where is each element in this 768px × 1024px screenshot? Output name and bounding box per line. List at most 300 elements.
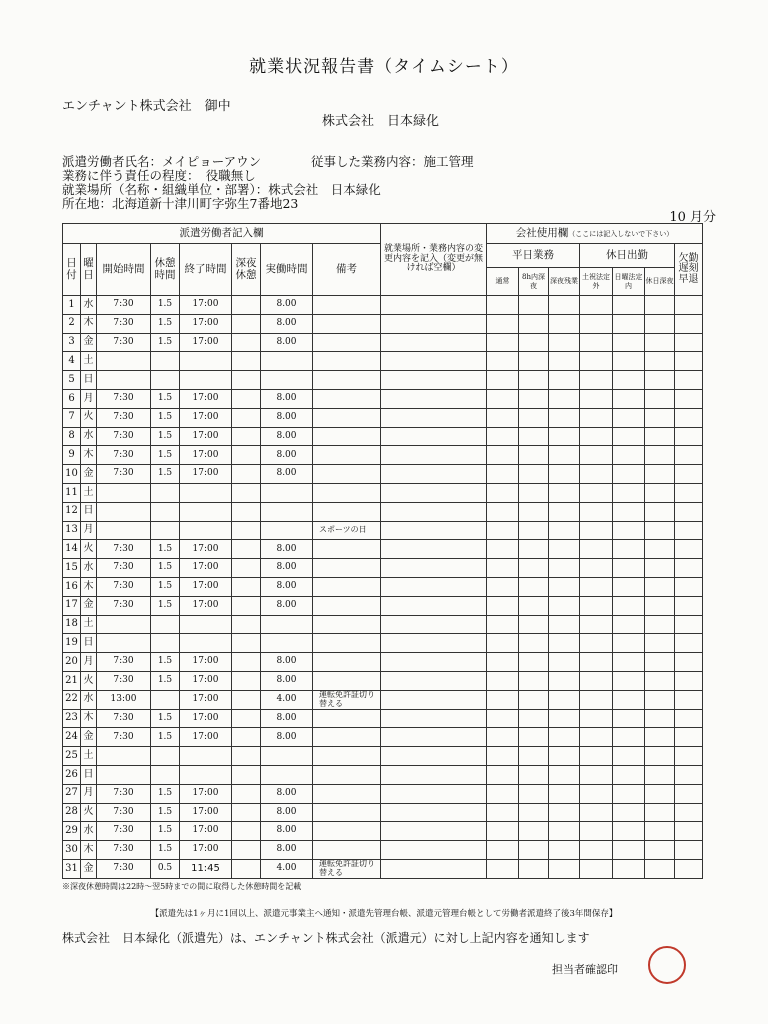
weekday-cell: 日 [81,371,97,390]
start-time-cell: 7:30 [97,333,151,352]
company-use-cell [675,296,703,315]
night-break-cell [232,577,261,596]
company-use-cell [487,446,519,465]
day-cell: 11 [63,483,81,502]
company-use-cell [675,577,703,596]
worker-entry-header: 派遣労働者記入欄 [63,224,381,244]
company-use-cell [549,653,580,672]
change-content-cell [381,502,487,521]
absence-header: 欠勤遅刻早退 [675,244,703,296]
weekday-header: 曜日 [81,244,97,296]
timesheet-row [63,784,703,803]
company-use-cell [519,521,549,540]
day-cell: 24 [63,728,81,747]
company-use-cell [675,634,703,653]
company-use-cell [613,465,645,484]
end-time-cell [180,765,232,784]
company-use-cell [519,502,549,521]
weekday-cell: 水 [81,427,97,446]
break-time-cell: 1.5 [151,784,180,803]
change-content-cell [381,296,487,315]
end-time-cell: 17:00 [180,709,232,728]
company-use-cell [580,859,613,878]
company-use-cell [549,803,580,822]
actual-hours-cell: 8.00 [261,540,313,559]
change-content-cell [381,634,487,653]
company-use-cell [519,634,549,653]
company-use-cell [487,408,519,427]
remarks-cell [313,784,381,803]
company-name: 株式会社 日本緑化 [322,114,440,129]
client-name: エンチャント株式会社 御中 [62,99,231,114]
company-use-cell [487,371,519,390]
night-break-cell [232,389,261,408]
remarks-cell [313,483,381,502]
company-use-cell [549,615,580,634]
night-break-cell [232,634,261,653]
company-use-cell [645,371,675,390]
company-use-cell [675,728,703,747]
start-time-cell [97,521,151,540]
weekday-cell: 月 [81,521,97,540]
company-use-cell [487,314,519,333]
company-use-cell [519,296,549,315]
night-break-cell [232,352,261,371]
change-content-header: 就業場所・業務内容の変更内容を記入（変更が無ければ空欄） [381,224,487,296]
report-month: 10 月分 [669,210,716,225]
company-use-cell [613,540,645,559]
night-break-footnote: ※深夜休憩時間は22時～翌5時までの間に取得した休憩時間を記載 [62,882,302,891]
timesheet-row [63,389,703,408]
day-cell: 22 [63,690,81,709]
timesheet-row [63,352,703,371]
start-time-cell: 7:30 [97,728,151,747]
timesheet-row [63,709,703,728]
night-break-cell [232,784,261,803]
company-use-cell [645,483,675,502]
sat-nonlegal-header: 土祝法定外 [580,268,613,296]
company-use-cell [580,314,613,333]
company-use-cell [519,559,549,578]
company-use-cell [613,859,645,878]
company-use-cell [645,296,675,315]
company-use-cell [675,446,703,465]
company-use-cell [645,690,675,709]
change-content-cell [381,709,487,728]
night-break-cell [232,559,261,578]
start-time-cell: 13:00 [97,690,151,709]
company-use-cell [645,634,675,653]
remarks-cell [313,747,381,766]
weekday-cell: 火 [81,408,97,427]
normal-header: 通常 [487,268,519,296]
change-content-cell [381,483,487,502]
start-time-cell: 7:30 [97,577,151,596]
retention-note: 【派遣先は1ヶ月に1回以上、派遣元事業主へ通知・派遣先管理台帳、派遣元管理台帳として労働者派遣終了後3年間保存】 [150,909,618,919]
actual-hours-cell: 8.00 [261,841,313,860]
company-use-cell [613,521,645,540]
company-use-cell [675,559,703,578]
break-time-cell: 1.5 [151,465,180,484]
day-cell: 17 [63,596,81,615]
actual-hours-cell [261,634,313,653]
company-use-cell [613,765,645,784]
company-use-cell [519,841,549,860]
company-use-cell [549,765,580,784]
company-use-cell [549,841,580,860]
company-use-cell [580,389,613,408]
company-use-cell [645,596,675,615]
timesheet-row [63,521,703,540]
company-use-cell [549,502,580,521]
start-time-cell: 7:30 [97,803,151,822]
actual-hours-cell [261,765,313,784]
company-use-cell [613,408,645,427]
company-use-cell [613,389,645,408]
company-use-cell [645,765,675,784]
company-use-cell [487,540,519,559]
company-use-cell [675,540,703,559]
night-break-cell [232,540,261,559]
actual-hours-cell: 8.00 [261,728,313,747]
company-use-cell [549,728,580,747]
actual-hours-cell: 8.00 [261,803,313,822]
end-time-cell: 17:00 [180,784,232,803]
change-content-cell [381,427,487,446]
end-time-cell [180,615,232,634]
company-use-cell [675,803,703,822]
company-use-cell [487,577,519,596]
weekday-cell: 金 [81,728,97,747]
sun-legal-header: 日曜法定内 [613,268,645,296]
break-time-cell [151,615,180,634]
company-use-cell [645,653,675,672]
workplace: 就業場所（名称・組織単位・部署）：株式会社 日本緑化 [62,182,381,197]
company-use-cell [645,389,675,408]
start-time-cell [97,747,151,766]
break-time-cell [151,502,180,521]
change-content-cell [381,446,487,465]
change-content-cell [381,747,487,766]
change-content-cell [381,559,487,578]
company-use-cell [645,408,675,427]
weekday-cell: 火 [81,671,97,690]
day-cell: 10 [63,465,81,484]
company-use-cell [519,615,549,634]
weekday-cell: 火 [81,803,97,822]
confirm-stamp-label: 担当者確認印 [552,963,618,976]
remarks-cell [313,841,381,860]
company-use-cell [675,841,703,860]
timesheet-row [63,671,703,690]
start-time-cell [97,502,151,521]
company-use-cell [675,371,703,390]
start-time-cell: 7:30 [97,389,151,408]
break-time-cell [151,483,180,502]
company-use-cell [549,690,580,709]
end-time-header: 終了時間 [180,244,232,296]
company-use-cell [580,803,613,822]
start-time-cell: 7:30 [97,709,151,728]
company-use-cell [613,483,645,502]
company-use-cell [675,352,703,371]
remarks-cell [313,408,381,427]
night-break-cell [232,408,261,427]
change-content-cell [381,352,487,371]
actual-hours-cell: 8.00 [261,671,313,690]
company-use-cell [645,615,675,634]
company-use-cell [549,671,580,690]
company-use-cell [519,540,549,559]
timesheet-row [63,314,703,333]
company-use-cell [580,615,613,634]
day-header: 日付 [63,244,81,296]
break-time-cell: 1.5 [151,296,180,315]
timesheet-row [63,634,703,653]
company-use-cell [645,333,675,352]
weekday-cell: 水 [81,822,97,841]
company-use-cell [645,446,675,465]
company-use-cell [580,653,613,672]
timesheet-row [63,615,703,634]
break-time-cell [151,352,180,371]
start-time-header: 開始時間 [97,244,151,296]
change-content-cell [381,408,487,427]
break-time-cell: 1.5 [151,671,180,690]
timesheet-body [63,296,703,879]
weekday-cell: 日 [81,765,97,784]
end-time-cell [180,502,232,521]
remarks-cell [313,389,381,408]
company-use-cell [549,747,580,766]
night-break-cell [232,427,261,446]
company-use-cell [519,408,549,427]
end-time-cell [180,521,232,540]
night-break-cell [232,765,261,784]
company-use-cell [519,483,549,502]
company-use-cell [580,521,613,540]
night-break-cell [232,446,261,465]
company-use-cell [645,521,675,540]
timesheet-row [63,483,703,502]
night-break-cell [232,671,261,690]
start-time-cell [97,483,151,502]
break-time-cell [151,634,180,653]
remarks-cell [313,296,381,315]
company-use-cell [549,483,580,502]
night-break-header: 深夜休憩 [232,244,261,296]
night-break-cell [232,803,261,822]
company-use-cell [613,653,645,672]
actual-hours-cell [261,615,313,634]
day-cell: 28 [63,803,81,822]
company-use-cell [487,502,519,521]
weekday-cell: 木 [81,314,97,333]
day-cell: 8 [63,427,81,446]
start-time-cell: 7:30 [97,822,151,841]
weekday-cell: 金 [81,859,97,878]
start-time-cell: 7:30 [97,671,151,690]
remarks-cell: スポーツの日 [313,521,381,540]
weekday-cell: 月 [81,389,97,408]
company-use-cell [519,709,549,728]
company-use-cell [487,559,519,578]
company-use-cell [613,634,645,653]
end-time-cell: 17:00 [180,333,232,352]
company-use-cell [580,427,613,446]
end-time-cell [180,352,232,371]
company-use-cell [519,465,549,484]
company-use-cell [519,859,549,878]
actual-hours-cell: 8.00 [261,822,313,841]
actual-hours-cell: 8.00 [261,784,313,803]
company-use-cell [580,559,613,578]
break-time-cell: 1.5 [151,559,180,578]
change-content-cell [381,803,487,822]
company-use-cell [519,728,549,747]
company-use-cell [613,314,645,333]
break-time-cell: 1.5 [151,540,180,559]
company-use-cell [519,446,549,465]
weekday-cell: 水 [81,559,97,578]
remarks-cell [313,803,381,822]
weekday-cell: 水 [81,296,97,315]
company-use-cell [580,765,613,784]
company-use-cell [580,446,613,465]
break-time-cell: 1.5 [151,314,180,333]
change-content-cell [381,784,487,803]
company-use-cell [645,859,675,878]
weekday-cell: 月 [81,653,97,672]
company-use-cell [580,408,613,427]
end-time-cell: 17:00 [180,446,232,465]
end-time-cell [180,634,232,653]
company-use-cell [580,371,613,390]
timesheet-row [63,333,703,352]
timesheet-row [63,822,703,841]
company-use-cell [549,408,580,427]
company-use-cell [645,671,675,690]
day-cell: 21 [63,671,81,690]
night-break-cell [232,296,261,315]
break-time-cell: 1.5 [151,389,180,408]
start-time-cell: 7:30 [97,446,151,465]
company-use-cell [580,690,613,709]
start-time-cell: 7:30 [97,784,151,803]
company-use-cell [613,709,645,728]
holiday-night-header: 休日深夜 [645,268,675,296]
day-cell: 7 [63,408,81,427]
break-time-cell [151,747,180,766]
start-time-cell: 7:30 [97,296,151,315]
remarks-cell [313,427,381,446]
timesheet-row [63,653,703,672]
company-use-cell [519,314,549,333]
weekday-cell: 土 [81,747,97,766]
remarks-cell [313,671,381,690]
company-use-cell [645,728,675,747]
remarks-cell [313,559,381,578]
actual-hours-cell: 8.00 [261,465,313,484]
company-use-cell [580,333,613,352]
change-content-cell [381,653,487,672]
company-use-cell [645,314,675,333]
company-use-cell [645,577,675,596]
company-use-cell [675,671,703,690]
company-use-cell [549,784,580,803]
night-break-cell [232,333,261,352]
company-use-cell [613,615,645,634]
actual-hours-cell: 8.00 [261,333,313,352]
night-break-cell [232,615,261,634]
remarks-cell [313,314,381,333]
company-use-cell [580,728,613,747]
day-cell: 20 [63,653,81,672]
timesheet-row [63,502,703,521]
remarks-cell [313,709,381,728]
company-use-cell [487,483,519,502]
company-use-cell [487,634,519,653]
company-use-cell [487,822,519,841]
remarks-cell [313,653,381,672]
company-use-cell [675,765,703,784]
actual-hours-cell: 8.00 [261,389,313,408]
company-use-cell [675,859,703,878]
company-use-cell [580,841,613,860]
company-use-cell [487,671,519,690]
company-use-cell [549,540,580,559]
actual-hours-cell [261,502,313,521]
company-use-cell [549,296,580,315]
weekday-cell: 水 [81,690,97,709]
day-cell: 16 [63,577,81,596]
company-use-cell [487,784,519,803]
actual-hours-cell [261,521,313,540]
company-use-cell [519,784,549,803]
company-use-cell [519,653,549,672]
end-time-cell: 17:00 [180,559,232,578]
break-time-cell: 1.5 [151,841,180,860]
company-use-cell [487,352,519,371]
company-use-cell [580,483,613,502]
company-use-cell [675,747,703,766]
day-cell: 9 [63,446,81,465]
day-cell: 26 [63,765,81,784]
remarks-cell: 運転免許証切り替える [313,859,381,878]
remarks-cell [313,634,381,653]
day-cell: 27 [63,784,81,803]
timesheet-row [63,747,703,766]
weekday-cell: 火 [81,540,97,559]
break-time-cell: 0.5 [151,859,180,878]
start-time-cell: 7:30 [97,653,151,672]
company-use-cell [549,559,580,578]
break-time-cell: 1.5 [151,408,180,427]
timesheet-row [63,296,703,315]
start-time-cell [97,634,151,653]
night-break-cell [232,841,261,860]
end-time-cell: 17:00 [180,427,232,446]
company-use-cell [549,859,580,878]
break-time-cell [151,521,180,540]
day-cell: 6 [63,389,81,408]
timesheet-row [63,408,703,427]
day-cell: 5 [63,371,81,390]
company-use-cell [645,427,675,446]
company-use-cell [487,596,519,615]
day-cell: 13 [63,521,81,540]
company-use-cell [519,333,549,352]
